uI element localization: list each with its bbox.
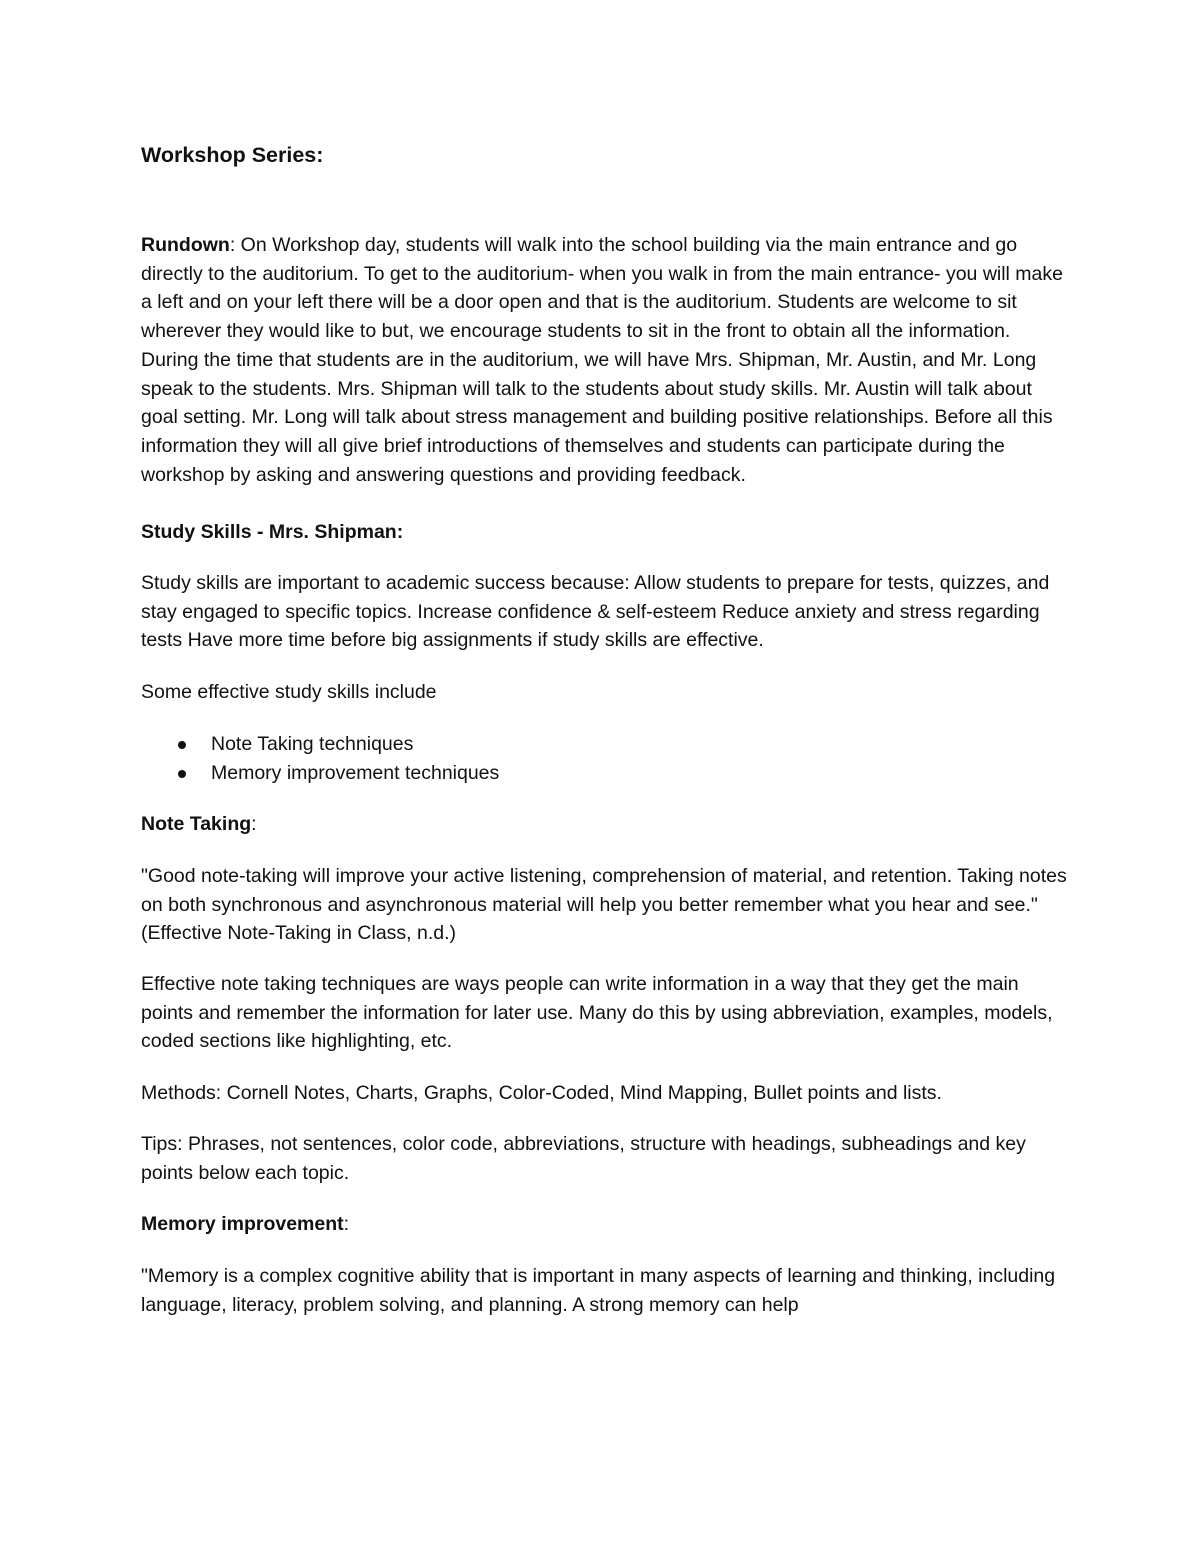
- note-taking-suffix: :: [251, 813, 257, 836]
- list-item-text: Note Taking techniques: [211, 732, 414, 755]
- note-taking-tips: Tips: Phrases, not sentences, color code, abbreviations, structure with headings, subheadings and key points below each topic.: [141, 1132, 1026, 1184]
- rundown-text: : On Workshop day, students will walk into the school building via the main entrance and go directly to the auditorium. To get to the auditorium- when you walk in from the main entrance- you will make a left and on your left there will be a door open and that is the auditorium. Students are welcome to sit wherever they would like to but, we encourage students to sit in the front to obtain all the information. During the time that students are in the auditorium, we will have Mrs. Shipman, Mr. Austin, and Mr. Long speak to the students. Mrs. Shipman will talk to the students about study skills. Mr. Austin will talk about goal setting. Mr. Long will talk about stress management and building positive relationships. Before all this information they will all give brief introductions of themselves and students can participate during the workshop by asking and answering questions and providing feedback.: [141, 234, 1063, 486]
- document-page: [141, 140, 1071, 1319]
- list-item-text: Memory improvement techniques: [211, 761, 500, 784]
- document-title: Workshop Series:: [141, 143, 324, 167]
- rundown-label: Rundown: [141, 234, 230, 256]
- memory-suffix: :: [343, 1213, 350, 1236]
- study-skills-intro: Some effective study skills include: [141, 681, 437, 704]
- note-taking-quote: "Good note-taking will improve your active listening, comprehension of material, and retention. Taking notes on both synchronous and asynchronous material will help you better remember what you hear and see." (Effective Note-Taking in Class, n.d.): [141, 864, 1067, 945]
- bullet-icon: [178, 770, 186, 778]
- study-skills-heading: Study Skills - Mrs. Shipman:: [141, 521, 404, 544]
- list-item: [141, 730, 1071, 759]
- bullet-icon: [178, 741, 186, 749]
- study-skills-list: [141, 730, 1071, 787]
- note-taking-heading: [141, 810, 1071, 839]
- memory-label: Memory improvement: [141, 1213, 344, 1236]
- memory-quote: "Memory is a complex cognitive ability that is important in many aspects of learning and thinking, including language, literacy, problem solving, and planning. A strong memory can help: [141, 1264, 1056, 1316]
- study-skills-paragraph: Study skills are important to academic success because: Allow students to prepare for tests, quizzes, and stay engaged to specific topics. Increase confidence & self-esteem Reduce anxiety and stress regarding tests Have more time before big assignments if study skills are effective.: [141, 572, 1050, 652]
- rundown-paragraph: [141, 231, 1071, 489]
- note-taking-methods: Methods: Cornell Notes, Charts, Graphs, Color-Coded, Mind Mapping, Bullet points and lists.: [141, 1082, 942, 1105]
- note-taking-paragraph: Effective note taking techniques are ways people can write information in a way that they get the main points and remember the information for later use. Many do this by using abbreviation, examples, models, coded sections like highlighting, etc.: [141, 973, 1053, 1053]
- memory-heading: [141, 1210, 1071, 1239]
- note-taking-label: Note Taking: [141, 813, 252, 836]
- list-item: [141, 759, 1071, 788]
